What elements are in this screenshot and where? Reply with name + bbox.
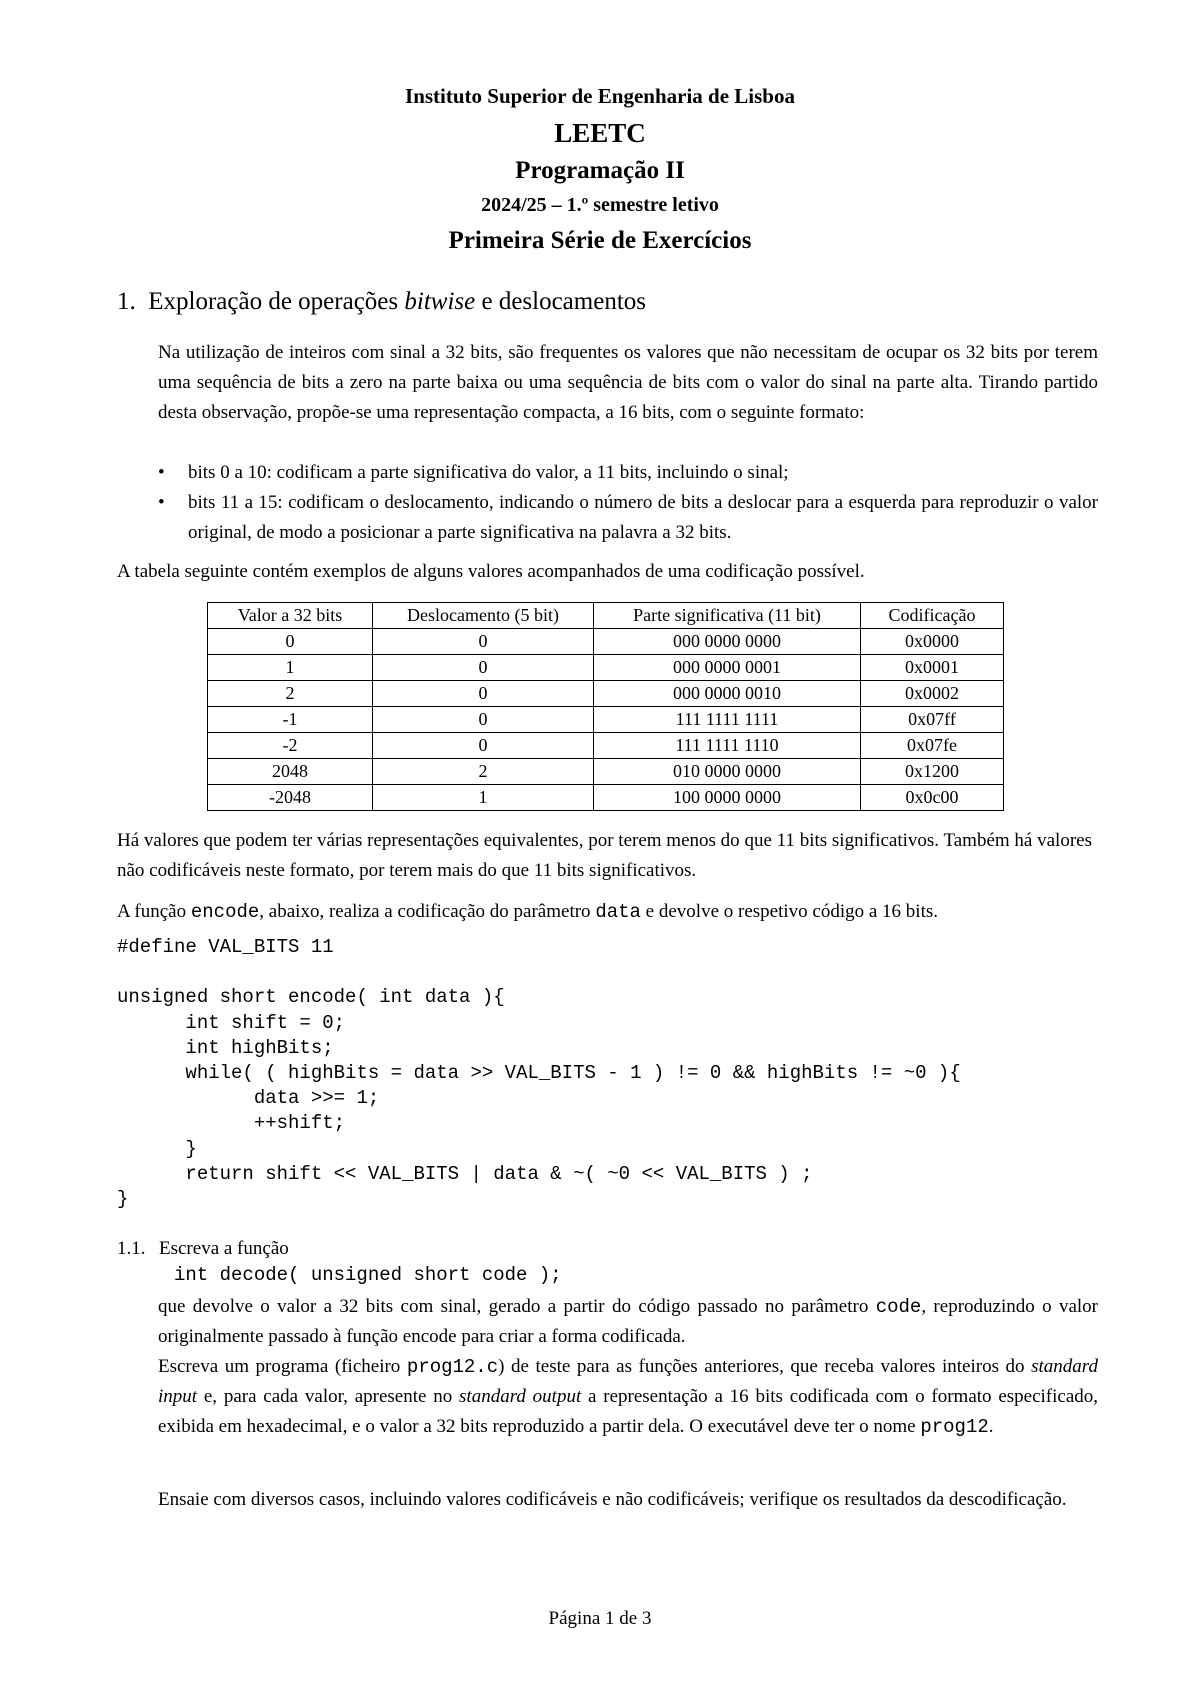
section-title-b: e deslocamentos [475, 288, 646, 315]
table-row [208, 655, 1004, 681]
table-row [208, 681, 1004, 707]
encode-paragraph [117, 897, 1102, 927]
table-header-cell: Deslocamento (5 bit) [373, 603, 594, 629]
program-text-c: e, para cada valor, apresente no [197, 1386, 460, 1407]
table-cell: 0x0002 [861, 681, 1004, 707]
program-stdin: standard input [158, 1356, 1098, 1407]
table-cell: 0x0000 [861, 629, 1004, 655]
table-cell: 0 [373, 707, 594, 733]
institution-name: Instituto Superior de Engenharia de Lisboa [405, 84, 795, 108]
table-cell: 2 [373, 759, 594, 785]
table-header-cell: Parte significativa (11 bit) [594, 603, 861, 629]
program-text-b: ) de teste para as funções anteriores, que receba valores inteiros do [498, 1356, 1032, 1377]
table-cell: -2 [208, 733, 373, 759]
table-cell: 000 0000 0010 [594, 681, 861, 707]
bullet-text: bits 0 a 10: codificam a parte significativa do valor, a 11 bits, incluindo o sinal; [188, 462, 789, 483]
encode-text-a: A função [117, 901, 191, 922]
program-text-e: . [988, 1416, 994, 1437]
program-exe-name: prog12 [920, 1416, 989, 1438]
course-name: LEETC [554, 118, 646, 148]
table-cell: 0x0001 [861, 655, 1004, 681]
bullet-text: bits 11 a 15: codificam o deslocamento, indicando o número de bits a deslocar para a esquerda para reproduzir o valor original, de modo a posicionar a parte significativa na palavra a 32 bits. [188, 492, 1098, 543]
table-cell: 2048 [208, 759, 373, 785]
decode-signature: int decode( unsigned short code ); [174, 1264, 562, 1286]
decode-paragraph [158, 1292, 1098, 1352]
section-number: 1. [117, 288, 136, 315]
encode-text-c: e devolve o respetivo código a 16 bits. [640, 901, 938, 922]
section-heading [117, 288, 646, 316]
examples-table [207, 602, 1004, 811]
table-cell: 0 [373, 681, 594, 707]
semester-label: 2024/25 – 1.º semestre letivo [481, 194, 719, 216]
table-cell: 000 0000 0000 [594, 629, 861, 655]
table-cell: 111 1111 1110 [594, 733, 861, 759]
table-cell: 000 0000 0001 [594, 655, 861, 681]
subsection-number: 1.1. [117, 1238, 146, 1259]
encode-text-b: , abaixo, realiza a codificação do parâmetro [259, 901, 596, 922]
section-title-a: Exploração de operações [148, 288, 405, 315]
table-cell: -2048 [208, 785, 373, 811]
decode-text-a: que devolve o valor a 32 bits com sinal, gerado a partir do código passado no parâmetro [158, 1296, 876, 1317]
table-cell: 0 [373, 733, 594, 759]
table-cell: 1 [208, 655, 373, 681]
table-cell: 2 [208, 681, 373, 707]
table-cell: 0x0c00 [861, 785, 1004, 811]
table-header-cell: Codificação [861, 603, 1004, 629]
table-cell: 111 1111 1111 [594, 707, 861, 733]
bullet-item [158, 488, 1098, 548]
decode-text-b: , reproduzindo o valor originalmente passado à função encode para criar a forma codificada. [158, 1296, 1098, 1347]
table-cell: 0 [373, 655, 594, 681]
table-row [208, 733, 1004, 759]
table-cell: 010 0000 0000 [594, 759, 861, 785]
encode-function-name: encode [190, 901, 260, 923]
table-row [208, 759, 1004, 785]
test-paragraph: Ensaie com diversos casos, incluindo valores codificáveis e não codificáveis; verifique os resultados da descodificação. [158, 1489, 1067, 1510]
decode-param-name: code [875, 1296, 922, 1318]
program-file-name: prog12.c [406, 1356, 499, 1378]
table-cell: 0x07fe [861, 733, 1004, 759]
document-title: Primeira Série de Exercícios [448, 227, 752, 254]
table-cell: 0 [373, 629, 594, 655]
table-intro: A tabela seguinte contém exemplos de alguns valores acompanhados de uma codificação possível. [117, 561, 865, 582]
program-text-d: a representação a 16 bits codificada com o formato especificado, exibida em hexadecimal, e o valor a 32 bits reproduzido a partir dela. O executável deve ter o nome [158, 1386, 1099, 1437]
subsection-heading [117, 1238, 289, 1260]
intro-paragraph: Na utilização de inteiros com sinal a 32 bits, são frequentes os valores que não necessitam de ocupar os 32 bits por terem uma sequência de bits a zero na parte baixa ou uma sequência de bits com o valor do sinal na parte alta. Tirando partido desta observação, propõe-se uma representação compacta, a 16 bits, com o seguinte formato: [158, 342, 1098, 423]
table-cell: 100 0000 0000 [594, 785, 861, 811]
page-number: Página 1 de 3 [548, 1608, 652, 1629]
after-table-paragraph: Há valores que podem ter várias representações equivalentes, por terem menos do que 11 bits significativos. Também há valores não codificáveis neste formato, por terem mais do que 11 bits significativos. [117, 830, 1092, 881]
subsection-title: Escreva a função [159, 1238, 289, 1259]
table-row [208, 629, 1004, 655]
table-cell: 0x1200 [861, 759, 1004, 785]
table-row [208, 707, 1004, 733]
bullet-icon: • [158, 492, 165, 513]
bullet-item [158, 458, 1098, 488]
encode-code-block: #define VAL_BITS 11 unsigned short encode( int data ){ int shift = 0; int highBits; while( ( highBits = data >> VAL_BITS - 1 ) != 0 && highBits != ~0 ){ data >>= 1; ++shift; } return shift << VAL_BITS | data & ~( ~0 << VAL_BITS ) ; } [117, 936, 961, 1211]
program-text-a: Escreva um programa (ficheiro [158, 1356, 407, 1377]
table-row [208, 785, 1004, 811]
table-cell: -1 [208, 707, 373, 733]
table-header-cell: Valor a 32 bits [208, 603, 373, 629]
table-cell: 1 [373, 785, 594, 811]
subject-name: Programação II [515, 157, 685, 184]
table-cell: 0 [208, 629, 373, 655]
program-stdout: standard output [459, 1386, 582, 1407]
table-cell: 0x07ff [861, 707, 1004, 733]
encode-param-name: data [595, 901, 641, 923]
table-header-row [208, 603, 1004, 629]
bullet-icon: • [158, 462, 165, 483]
program-paragraph [158, 1352, 1098, 1442]
section-title-em: bitwise [404, 288, 476, 315]
